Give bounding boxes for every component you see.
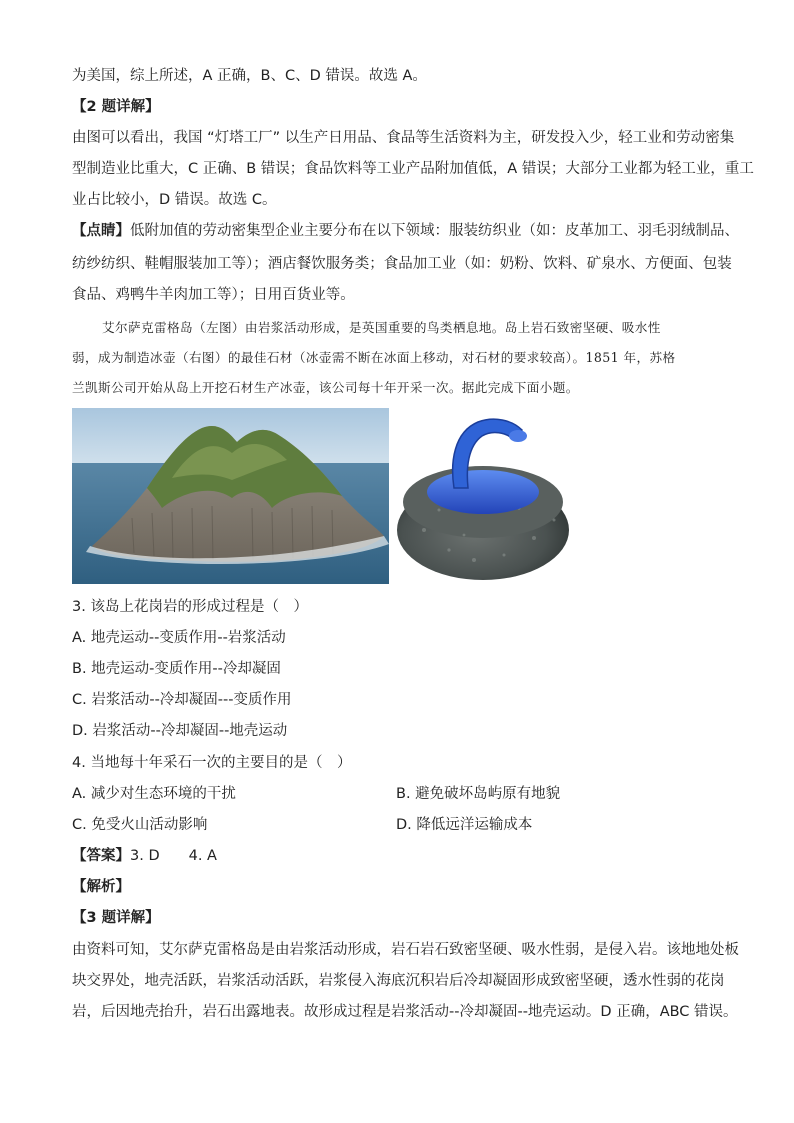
text-line: 食品、鸡鸭牛羊肉加工等）；日用百货业等。 — [72, 287, 355, 303]
text-line: 纺纱纺织、鞋帽服装加工等）；酒店餐饮服务类；食品加工业（如：奶粉、饮料、矿泉水、方便面、包装 — [72, 256, 732, 272]
answer-text: 3. D 4. A — [130, 848, 217, 864]
option-a: A. 减少对生态环境的干扰 — [72, 786, 236, 802]
tip-paragraph — [72, 221, 739, 241]
material-line: 兰凯斯公司开始从岛上开挖石材生产冰壶，该公司每十年开采一次。据此完成下面小题。 — [72, 380, 579, 395]
text-line: 由图可以看出，我国 “灯塔工厂” 以生产日用品、食品等生活资料为主，研发投入少，轻工业和劳动密集 — [72, 130, 735, 146]
option-a: A. 地壳运动--变质作用--岩浆活动 — [72, 630, 286, 646]
question-3-stem: 3. 该岛上花岗岩的形成过程是（ ） — [72, 599, 308, 615]
option-d: D. 降低远洋运输成本 — [396, 817, 533, 833]
text-line: 岩，后因地壳抬升，岩石出露地表。故形成过程是岩浆活动--冷却凝固--地壳运动。D 正确，ABC 错误。 — [72, 1004, 738, 1020]
island-photo — [72, 408, 389, 584]
material-line: 弱，成为制造冰壶（右图）的最佳石材（冰壶需不断在冰面上移动，对石材的要求较高）。1851 年，苏格 — [72, 350, 676, 365]
tip-label: 【点睛】 — [72, 223, 130, 239]
text-line: 为美国，综上所述，A 正确，B、C、D 错误。故选 A。 — [72, 68, 427, 84]
question-4-stem: 4. 当地每十年采石一次的主要目的是（ ） — [72, 755, 352, 771]
curling-stone-photo — [394, 410, 572, 582]
option-c: C. 免受火山活动影响 — [72, 817, 208, 833]
tip-text: 低附加值的劳动密集型企业主要分布在以下领域：服装纺织业（如：皮革加工、羽毛羽绒制品、 — [130, 223, 739, 239]
section-heading: 【3 题详解】 — [72, 910, 160, 926]
answer-label: 【答案】 — [72, 848, 130, 864]
option-b: B. 地壳运动-变质作用--冷却凝固 — [72, 661, 281, 677]
text-line: 型制造业比重大，C 正确、B 错误；食品饮料等工业产品附加值低，A 错误；大部分工业都为轻工业，重工 — [72, 161, 754, 177]
option-b: B. 避免破坏岛屿原有地貌 — [396, 786, 561, 802]
answer-line — [72, 846, 217, 866]
text-line: 业占比较小，D 错误。故选 C。 — [72, 192, 277, 208]
section-heading: 【2 题详解】 — [72, 99, 160, 115]
text-line: 块交界处，地壳活跃，岩浆活动活跃，岩浆侵入海底沉积岩后冷却凝固形成致密坚硬，透水性弱的花岗 — [72, 973, 725, 989]
option-c: C. 岩浆活动--冷却凝固---变质作用 — [72, 692, 292, 708]
option-d: D. 岩浆活动--冷却凝固--地壳运动 — [72, 723, 288, 739]
text-line: 由资料可知，艾尔萨克雷格岛是由岩浆活动形成，岩石岩石致密坚硬、吸水性弱，是侵入岩。该地地处板 — [72, 942, 739, 958]
material-line: 艾尔萨克雷格岛（左图）由岩浆活动形成，是英国重要的鸟类栖息地。岛上岩石致密坚硬、吸水性 — [102, 320, 661, 335]
analysis-heading: 【解析】 — [72, 879, 130, 895]
